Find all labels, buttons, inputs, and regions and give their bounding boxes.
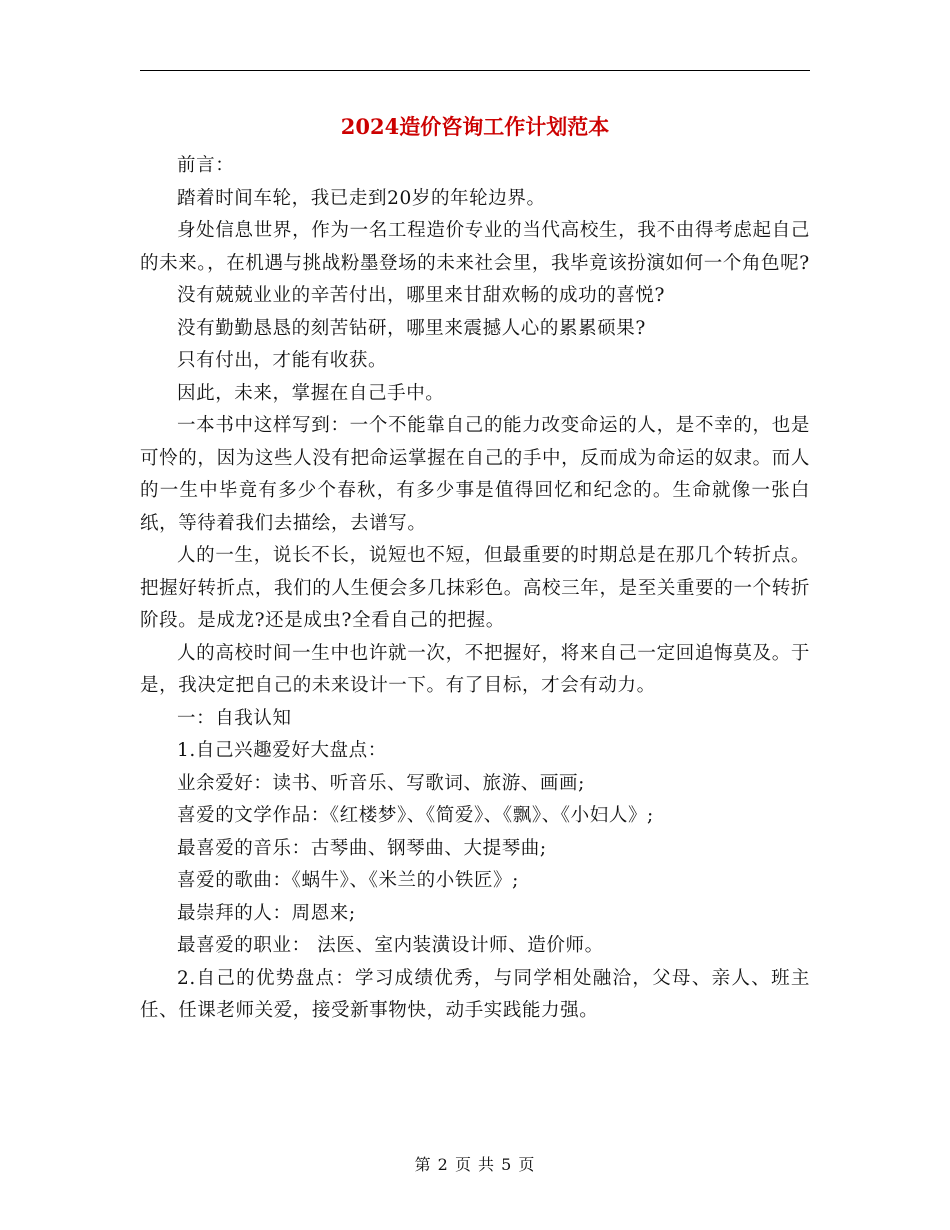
paragraph: 没有兢兢业业的辛苦付出，哪里来甘甜欢畅的成功的喜悦? [177,285,666,306]
paragraph: 踏着时间车轮，我已走到20岁的年轮边界。 [177,187,546,209]
paragraph: 只有付出，才能有收获。 [177,350,388,371]
list-item: 业余爱好：读书、听音乐、写歌词、旅游、画画; [177,772,585,794]
paragraph: 2.自己的优势盘点：学习成绩优秀，与同学相处融洽，父母、亲人、班主任、任课老师关爱，接受新事物快，动手实践能力强。 [140,967,810,1021]
paragraph: 前言： [177,155,235,176]
header-rule [140,70,810,71]
paragraph: 人的高校时间一生中也许就一次，不把握好，将来自己一定回追悔莫及。于是，我决定把自己的未来设计一下。有了目标，才会有动力。 [140,642,810,696]
list-item: 喜爱的歌曲：《蜗牛》、《米兰的小铁匠》; [177,870,519,891]
paragraph: 人的一生，说长不长，说短也不短，但最重要的时期总是在那几个转折点。把握好转折点，我们的人生便会多几抹彩色。高校三年，是至关重要的一个转折阶段。是成龙?还是成虫?全看自己的把握。 [140,545,810,631]
paragraph: 身处信息世界，作为一名工程造价专业的当代高校生，我不由得考虑起自己的未来。，在机遇与挑战粉墨登场的未来社会里，我毕竟该扮演如何一个角色呢? [140,220,810,274]
list-item: 最喜爱的职业： 法医、室内装潢设计师、造价师。 [177,935,604,956]
page-footer: 第 2 页 共 5 页 [414,1155,536,1174]
list-item: 最崇拜的人：周恩来; [177,902,356,924]
document-title: 2024造价咨询工作计划范本 [340,114,610,139]
list-item: 最喜爱的音乐：古琴曲、钢琴曲、大提琴曲; [177,837,547,859]
paragraph: 一本书中这样写到：一个不能靠自己的能力改变命运的人，是不幸的，也是可怜的，因为这些人没有把命运掌握在自己的手中，反而成为命运的奴隶。而人的一生中毕竟有多少个春秋，有多少事是值得回忆和纪念的。生命就像一张白纸，等待着我们去描绘，去谱写。 [140,415,810,534]
document-body [140,150,810,1028]
section-heading: 一：自我认知 [177,707,292,729]
paragraph: 1.自己兴趣爱好大盘点： [177,740,387,761]
paragraph: 因此，未来，掌握在自己手中。 [177,382,445,404]
list-item: 喜爱的文学作品：《红楼梦》、《简爱》、《飘》、《小妇人》; [177,805,654,826]
paragraph: 没有勤勤恳恳的刻苦钻研，哪里来震撼人心的累累硕果? [177,317,646,339]
